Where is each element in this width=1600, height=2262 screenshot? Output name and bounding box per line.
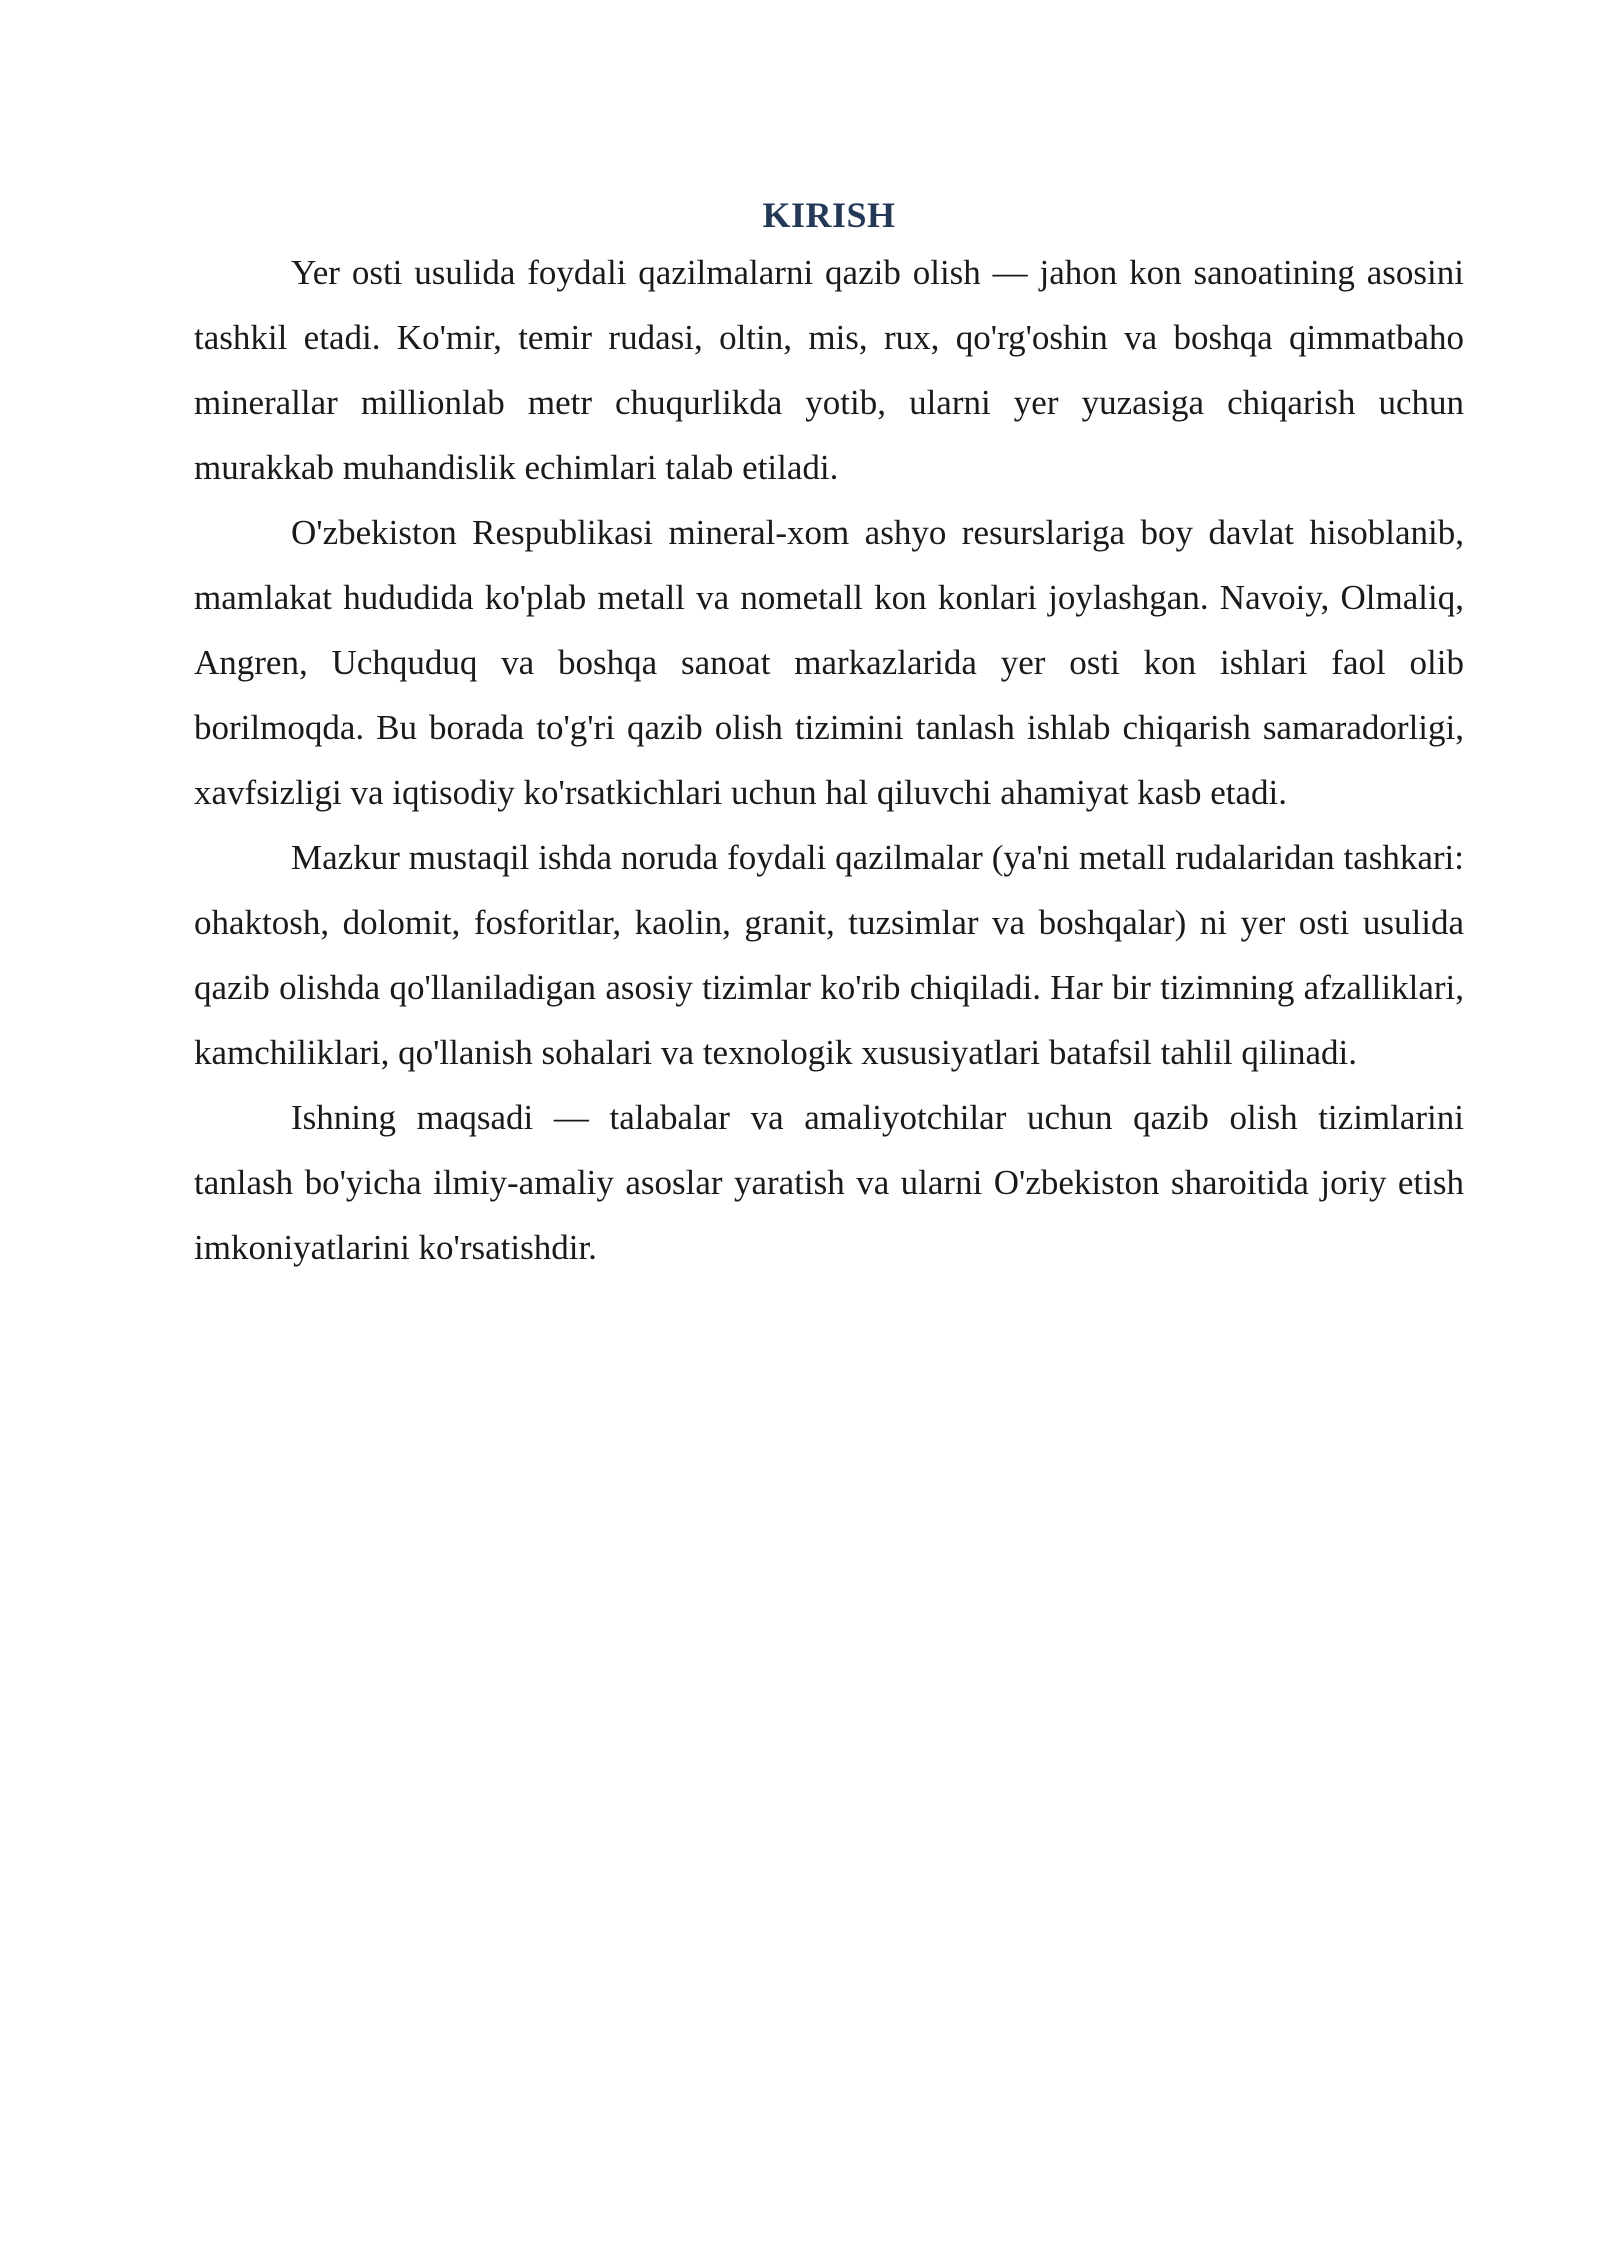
paragraph-4: Ishning maqsadi — talabalar va amaliyotchilar uchun qazib olish tizimlarini tanlash bo'yicha ilmiy-amaliy asoslar yaratish va ularni O'zbekiston sharoitida joriy etish imkoniyatlarini ko'rsatishdir. (194, 1098, 1464, 1267)
paragraph-3: Mazkur mustaqil ishda noruda foydali qazilmalar (ya'ni metall rudalaridan tashkari: ohaktosh, dolomit, fosforitlar, kaolin, granit, tuzsimlar va boshqalar) ni yer osti usulida qazib olishda qo'llaniladigan asosiy tizimlar ko'rib chiqiladi. Har bir tizimning afzalliklari, kamchiliklari, qo'llanish sohalari va texnologik xususiyatlari batafsil tahlil qilinadi. (194, 838, 1464, 1072)
document-body (194, 190, 1464, 1280)
paragraph-2: O'zbekiston Respublikasi mineral-xom ashyo resurslariga boy davlat hisoblanib, mamlakat hududida ko'plab metall va nometall kon konlari joylashgan. Navoiy, Olmaliq, Angren, Uchquduq va boshqa sanoat markazlarida yer osti kon ishlari faol olib borilmoqda. Bu borada to'g'ri qazib olish tizimini tanlash ishlab chiqarish samaradorligi, xavfsizligi va iqtisodiy ko'rsatkichlari uchun hal qiluvchi ahamiyat kasb etadi. (194, 513, 1464, 812)
paragraph-1: Yer osti usulida foydali qazilmalarni qazib olish — jahon kon sanoatining asosini tashkil etadi. Ko'mir, temir rudasi, oltin, mis, rux, qo'rg'oshin va boshqa qimmatbaho minerallar millionlab metr chuqurlikda yotib, ularni yer yuzasiga chiqarish uchun murakkab muhandislik echimlari talab etiladi. (194, 253, 1464, 487)
section-title: KIRISH (762, 195, 896, 235)
